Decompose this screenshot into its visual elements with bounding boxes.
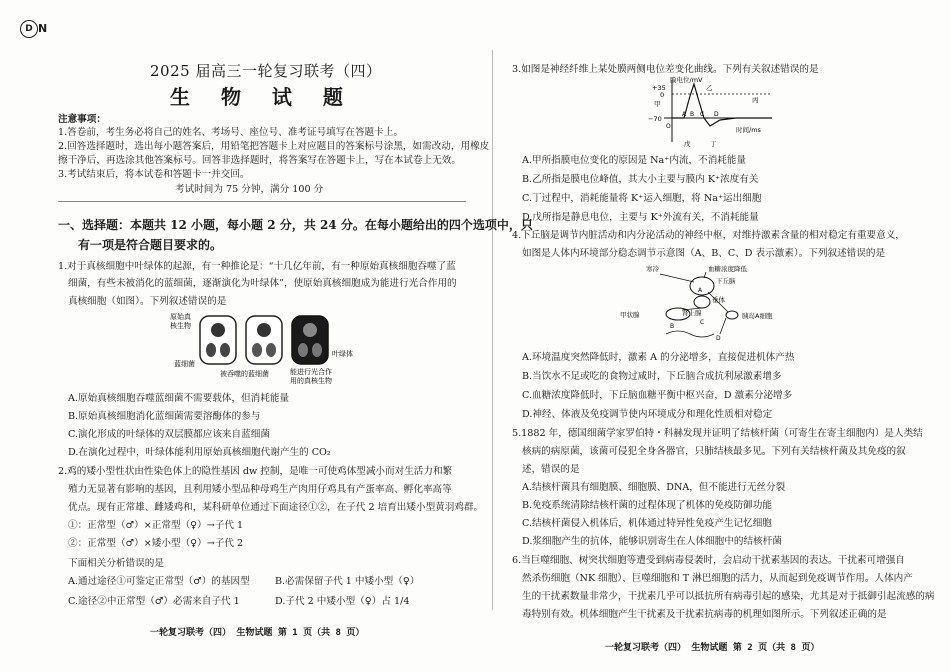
q6-stem: 生的干扰素数量非常少，干扰素几乎可以抵抗所有病毒引起的感染，尤其是对于抵御引起流感的病 (522, 591, 935, 602)
q1-option-c: C.演化形成的叶绿体的双层膜都应该来自蓝细菌 (68, 429, 270, 440)
q4-thyroid: 甲状腺 (620, 311, 640, 319)
q4-option-b: B.当饮水不足或吃的食物过咸时，下丘脑合成抗利尿激素增多 (522, 371, 782, 382)
page-footer-left: 一轮复习联考（四） 生物试题 第 1 页（共 8 页） (150, 628, 365, 638)
q2-pathway-2: ②：正常型（♂）×矮小型（♀）→子代 2 (68, 538, 244, 549)
q6-stem: 毒特别有效。机体细胞产生干扰素及干扰素抗病毒的机理如图所示。下列叙述正确的是 (522, 609, 887, 620)
exam-title: 2025 届高三一轮复习联考（四） (150, 62, 382, 80)
publisher-logo: D (20, 20, 38, 38)
label-photo1: 能进行光合作 (290, 368, 332, 376)
q4-label-a: A (698, 287, 703, 294)
q6-stem: 然杀伤细胞（NK 细胞）、巨噬细胞和 T 淋巴细胞的活力，从而起到免疫调节作用。人体内产 (522, 573, 913, 584)
label-chloroplast: 叶绿体 (332, 350, 353, 358)
q2-option-d: D.子代 2 中矮小型（♀）占 1/4 (275, 596, 410, 607)
q1-option-a: A.原始真核细胞吞噬蓝细菌不需要载体，但消耗能量 (68, 393, 290, 404)
q3-label-c: C (700, 111, 705, 118)
q3-label-jia: 甲 (654, 100, 661, 108)
q3-option-c: C.丁过程中，消耗能量将 K⁺运入细胞，将 Na⁺运出细胞 (522, 193, 762, 204)
q3-label-b: B (690, 111, 695, 118)
label-photo2: 用的真核生物 (290, 377, 332, 385)
q4-pituitary: 垂体 (712, 296, 725, 304)
q3-origin: O (666, 123, 671, 130)
q3-label-yi: 乙 (706, 84, 713, 92)
q2-option-c: C.途径②中正常型（♂）必需来自子代 1 (68, 596, 240, 607)
cell-3 (292, 316, 328, 364)
q3-label-ding: 丁 (710, 140, 717, 148)
q1-option-b: B.原始真核细胞消化蓝细菌需要溶酶体的参与 (68, 411, 261, 422)
q2-option-a: A.通过途径①可鉴定正常型（♂）的基因型 (68, 576, 250, 587)
q3-ytop: +35 (652, 84, 666, 92)
q4-cold: 寒冷 (646, 265, 659, 273)
section-heading-cont: 有一项是符合题目要求的。 (78, 238, 223, 252)
publisher-logo-suffix: N (38, 22, 48, 35)
q5-option-b: B.免疫系统清除结核杆菌的过程体现了机体的免疫防御功能 (522, 500, 772, 511)
note-line: 3.考试结束后，将本试卷和答题卡一并交回。 (58, 169, 250, 180)
q3-option-a: A.甲所指膜电位变化的原因是 Na⁺内流，不消耗能量 (522, 155, 747, 166)
q3-option-d: D.戊所指是静息电位，主要与 K⁺外流有关，不消耗能量 (522, 212, 759, 223)
q4-islet: 胰岛A细胞 (742, 312, 773, 320)
note-line: 1.答卷前，考生务必将自己的姓名、考场号、座位号、准考证号填写在答题卡上。 (58, 127, 403, 138)
section-divider (58, 201, 466, 202)
q4-figure (620, 262, 800, 342)
q3-label-wu: 戊 (684, 140, 691, 148)
q3-stem: 3.如图是神经纤维上某处膜两侧电位差变化曲线。下列有关叙述错误的是 (512, 64, 819, 75)
q3-ybottom: −70 (648, 115, 662, 123)
q1-stem: 细菌，有些未被消化的蓝细菌，逐渐演化为叶绿体”，使原始真核细胞成为能进行光合作用的 (68, 278, 457, 289)
q3-option-b: B.乙所指是膜电位峰值，其大小主要与膜内 K⁺浓度有关 (522, 174, 759, 185)
q4-option-a: A.环境温度突然降低时，激素 A 的分泌增多，直接促进机体产热 (522, 352, 795, 363)
q2-stem: 优点。现有正常雄、雌矮鸡和，某科研单位通过下面途径①②，在子代 2 培育出矮小型黄羽鸡群。 (68, 502, 484, 513)
q2-pathway-1: ①：正常型（♂）×正常型（♀）→子代 1 (68, 520, 244, 531)
q4-stem: 如图是人体内环境部分稳态调节示意图（A、B、C、D 表示激素）。下列叙述错误的是 (522, 248, 886, 259)
q1-figure (170, 310, 370, 388)
q4-label-d: D (716, 335, 721, 342)
q4-option-d: D.神经、体液及免疫调节使内环境成分和理化性质相对稳定 (522, 409, 773, 420)
cell-2 (246, 316, 282, 364)
q1-stem: 真核细胞（如图）。下列叙述错误的是 (68, 296, 227, 307)
q4-option-c: C.血糖浓度降低时，下丘脑血糖平衡中枢兴奋，D 激素分泌增多 (522, 390, 793, 401)
cell-1 (200, 316, 236, 364)
q2-option-b: B.必需保留子代 1 中矮小型（♀） (275, 576, 420, 587)
notes-title: 注意事项： (58, 114, 106, 125)
q3-figure (640, 76, 780, 148)
subject-title: 生 物 试 题 (170, 85, 355, 109)
q4-label-b: B (670, 323, 675, 330)
q3-label-bing: 丙 (752, 96, 759, 104)
q3-xlabel: 时间/ms (736, 126, 761, 134)
column-divider (492, 50, 493, 610)
label-nucleus: 原始真 (170, 313, 191, 321)
q4-label-c: C (700, 319, 705, 326)
q4-hypothalamus: 下丘脑 (716, 277, 736, 285)
q2-stem: 2.鸡的矮小型性状由性染色体上的隐性基因 dw 控制，是唯一可使鸡体型减小而对生活力和繁 (58, 466, 453, 477)
q2-stem: 殖力无显著有影响的基因，且利用矮小型品种母鸡生产肉用仔鸡具有产蛋率高、孵化率高等 (68, 484, 452, 495)
q6-stem: 6.当巨噬细胞、树突状细胞等遭受到病毒侵袭时，会启动干扰素基因的表达。干扰素可增强自 (512, 555, 905, 566)
q3-ylabel: 膜电位/mV (670, 76, 703, 84)
note-line: 2.回答选择题时，选出每小题答案后，用铅笔把答题卡上对应题目的答案标号涂黑，如需改动，用橡皮 (58, 141, 490, 152)
q1-option-d: D.在演化过程中，叶绿体能利用原始真核细胞代谢产生的 CO₂ (68, 447, 331, 458)
label-nucleus2: 核生物 (170, 322, 191, 330)
q5-option-a: A.结核杆菌具有细胞膜、细胞膜、DNA，但不能进行无丝分裂 (522, 482, 786, 493)
q4-stem: 4.下丘脑是调节内脏活动和内分泌活动的神经中枢，对维持激素含量的相对稳定有重要意义， (512, 230, 905, 241)
q5-stem: 核病的病原菌，该菌可侵犯全身各器官，只肺结核最多见。下列有关结核杆菌及其免疫的叙 (522, 446, 906, 457)
q5-stem: 5.1882 年，德国细菌学家罗伯特・科赫发现并证明了结核杆菌（可寄生在寄主细胞内）是人类结 (512, 428, 923, 439)
q3-label-d: D (714, 111, 719, 118)
q1-stem: 1.对于真核细胞中叶绿体的起源，有一种推论是：“十几亿年前，有一种原始真核细胞吞噬了蓝 (58, 261, 456, 272)
q4-glucose: 血糖浓度降低 (708, 265, 747, 273)
note-line: 擦干净后，再选涂其他答案标号。回答非选择题时，将答案写在答题卡上，写在本试卷上无效。 (58, 155, 461, 166)
q5-stem: 述，错误的是 (522, 464, 580, 475)
section-heading: 一、选择题：本题共 12 小题，每小题 2 分，共 24 分。在每小题给出的四个选项中，只 (58, 218, 533, 232)
q4-adrenal: 肾上腺 (682, 309, 702, 317)
q2-prompt: 下面相关分析错误的是 (68, 558, 164, 569)
q3-label-a: A (682, 111, 687, 118)
page-footer-right: 一轮复习联考（四） 生物试题 第 2 页（共 8 页） (605, 643, 820, 653)
time-info: 考试时间为 75 分钟，满分 100 分 (175, 184, 324, 195)
label-engulfed: 被吞噬的蓝细菌 (220, 370, 269, 378)
label-cyano: 蓝细菌 (174, 360, 195, 368)
q5-option-d: D.浆细胞产生的抗体，能够识别寄生在人体细胞中的结核杆菌 (522, 536, 782, 547)
q5-option-c: C.结核杆菌侵入机体后，机体通过特异性免疫产生记忆细胞 (522, 518, 772, 529)
q3-yzero: 0 (660, 91, 665, 99)
